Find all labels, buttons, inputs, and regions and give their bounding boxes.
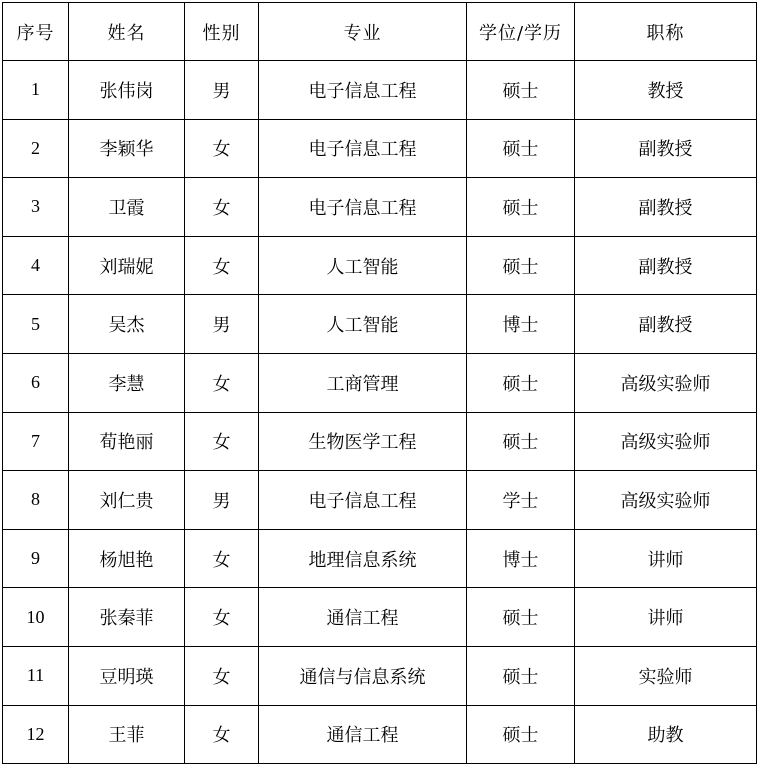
cell-title: 实验师 [575,646,757,705]
cell-major: 地理信息系统 [259,529,467,588]
cell-index: 2 [3,119,69,178]
cell-gender: 男 [185,471,259,530]
staff-table [2,2,757,764]
header-degree: 学位/学历 [467,3,575,61]
cell-title: 教授 [575,61,757,120]
cell-degree: 博士 [467,529,575,588]
cell-title: 高级实验师 [575,412,757,471]
cell-index: 11 [3,646,69,705]
table-row [3,646,757,705]
cell-degree: 硕士 [467,705,575,764]
header-gender: 性别 [185,3,259,61]
cell-name: 张伟岗 [69,61,185,120]
cell-name: 杨旭艳 [69,529,185,588]
cell-name: 荀艳丽 [69,412,185,471]
table-row [3,61,757,120]
cell-gender: 女 [185,705,259,764]
cell-name: 王菲 [69,705,185,764]
cell-name: 李颖华 [69,119,185,178]
table-row [3,236,757,295]
cell-degree: 硕士 [467,646,575,705]
cell-name: 刘瑞妮 [69,236,185,295]
cell-title: 讲师 [575,588,757,647]
cell-name: 卫霞 [69,178,185,237]
header-title: 职称 [575,3,757,61]
cell-title: 副教授 [575,178,757,237]
table-body [3,61,757,764]
cell-degree: 硕士 [467,61,575,120]
cell-degree: 博士 [467,295,575,354]
cell-name: 刘仁贵 [69,471,185,530]
cell-title: 高级实验师 [575,471,757,530]
cell-title: 副教授 [575,295,757,354]
cell-major: 通信工程 [259,705,467,764]
cell-index: 8 [3,471,69,530]
header-name: 姓名 [69,3,185,61]
cell-index: 6 [3,353,69,412]
table-row [3,529,757,588]
cell-gender: 女 [185,178,259,237]
header-index: 序号 [3,3,69,61]
cell-major: 电子信息工程 [259,119,467,178]
cell-degree: 硕士 [467,353,575,412]
table-header-row [3,3,757,61]
cell-gender: 女 [185,353,259,412]
cell-name: 李慧 [69,353,185,412]
cell-gender: 女 [185,529,259,588]
cell-index: 7 [3,412,69,471]
cell-name: 吴杰 [69,295,185,354]
cell-index: 5 [3,295,69,354]
cell-title: 高级实验师 [575,353,757,412]
cell-gender: 女 [185,412,259,471]
cell-gender: 女 [185,646,259,705]
cell-title: 副教授 [575,236,757,295]
cell-degree: 硕士 [467,178,575,237]
cell-title: 讲师 [575,529,757,588]
table-row [3,353,757,412]
cell-gender: 女 [185,588,259,647]
cell-major: 工商管理 [259,353,467,412]
table-row [3,119,757,178]
cell-major: 通信与信息系统 [259,646,467,705]
cell-major: 电子信息工程 [259,178,467,237]
cell-degree: 硕士 [467,236,575,295]
cell-title: 副教授 [575,119,757,178]
table-row [3,295,757,354]
cell-index: 3 [3,178,69,237]
cell-major: 人工智能 [259,295,467,354]
cell-degree: 硕士 [467,588,575,647]
table-row [3,178,757,237]
cell-name: 张秦菲 [69,588,185,647]
cell-index: 1 [3,61,69,120]
cell-index: 10 [3,588,69,647]
cell-index: 12 [3,705,69,764]
cell-degree: 硕士 [467,412,575,471]
table-row [3,588,757,647]
table-row [3,705,757,764]
cell-major: 生物医学工程 [259,412,467,471]
cell-name: 豆明瑛 [69,646,185,705]
header-major: 专业 [259,3,467,61]
cell-index: 4 [3,236,69,295]
cell-title: 助教 [575,705,757,764]
cell-gender: 女 [185,119,259,178]
cell-gender: 女 [185,236,259,295]
cell-gender: 男 [185,295,259,354]
cell-gender: 男 [185,61,259,120]
cell-major: 电子信息工程 [259,471,467,530]
cell-index: 9 [3,529,69,588]
table-row [3,412,757,471]
table-row [3,471,757,530]
cell-major: 人工智能 [259,236,467,295]
cell-major: 电子信息工程 [259,61,467,120]
cell-degree: 学士 [467,471,575,530]
cell-major: 通信工程 [259,588,467,647]
cell-degree: 硕士 [467,119,575,178]
